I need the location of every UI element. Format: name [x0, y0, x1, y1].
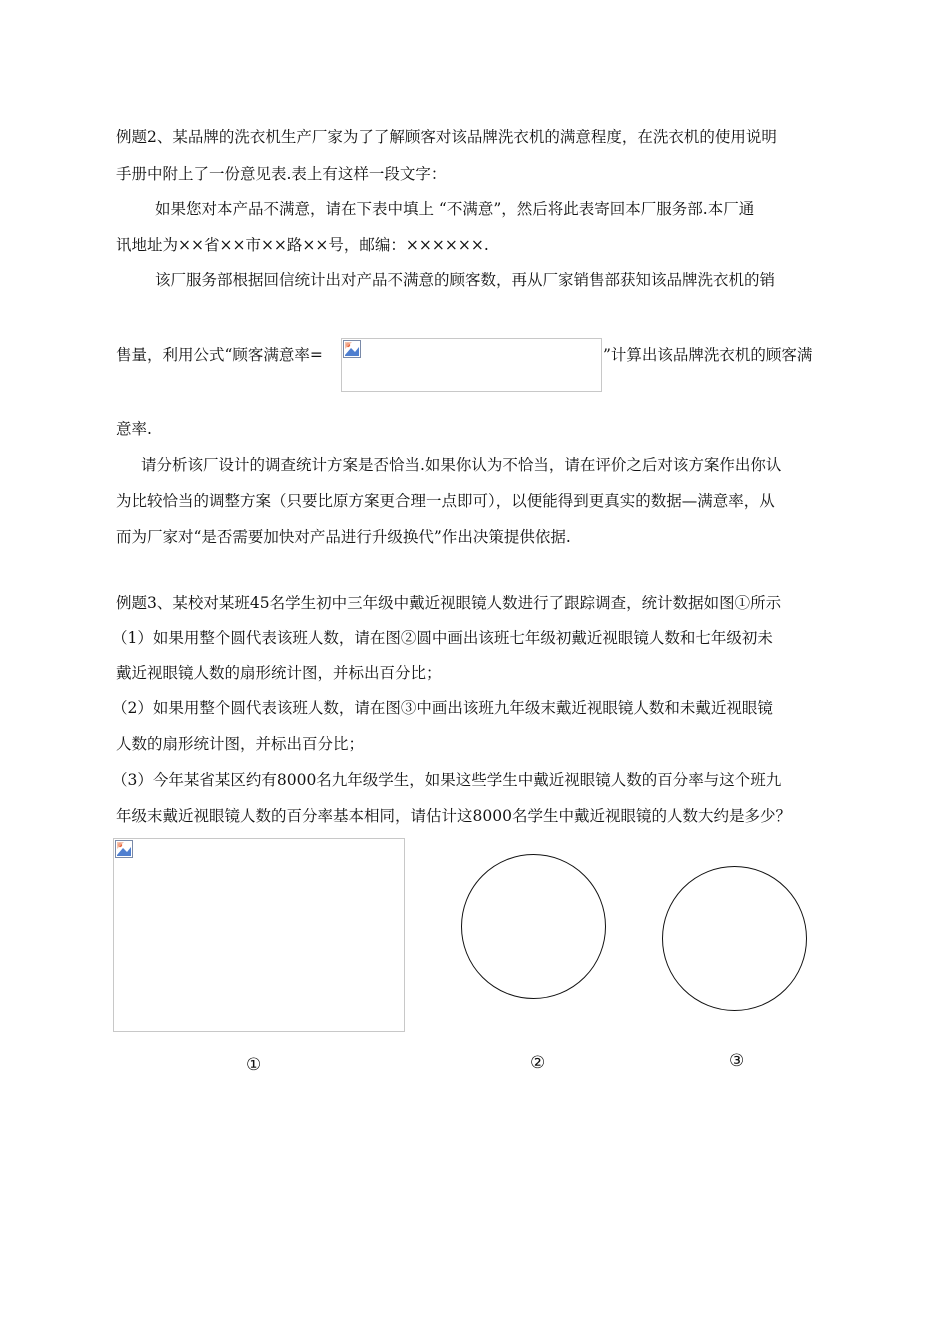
example2-line-5: 该厂服务部根据回信统计出对产品不满意的顾客数，再从厂家销售部获知该品牌洗衣机的销	[155, 271, 776, 289]
figure-2-circle	[461, 854, 606, 999]
example2-line-6-before: 售量，利用公式“顾客满意率=	[116, 346, 323, 364]
example2-line-10: 而为厂家对“是否需要加快对产品进行升级换代”作出决策提供依据.	[116, 528, 571, 546]
formula-image	[341, 338, 602, 392]
figure-3-circle	[662, 866, 807, 1011]
figure-1-label: ①	[246, 1055, 262, 1075]
example3-line-7: 年级末戴近视眼镜人数的百分率基本相同，请估计这8000名学生中戴近视眼镜的人数大约是多少？	[116, 807, 791, 825]
example2-line-2: 手册中附上了一份意见表.表上有这样一段文字：	[116, 165, 447, 183]
example2-line-9: 为比较恰当的调整方案（只要比原方案更合理一点即可），以便能得到更真实的数据—满意率，从	[116, 492, 775, 510]
figure-1-image	[113, 838, 405, 1032]
example3-line-3: 戴近视眼镜人数的扇形统计图，并标出百分比；	[116, 664, 442, 682]
example2-line-4: 讯地址为××省××市××路××号，邮编：××××××.	[116, 236, 489, 254]
example3-line-6: （3）今年某省某区约有8000名九年级学生，如果这些学生中戴近视眼镜人数的百分率与这个班九	[112, 771, 782, 789]
example2-line-3: 如果您对本产品不满意，请在下表中填上 “不满意”，然后将此表寄回本厂服务部.本厂通	[155, 200, 755, 218]
broken-image-icon	[343, 340, 361, 358]
broken-image-icon	[115, 840, 133, 858]
example3-line-1: 例题3、某校对某班45名学生初中三年级中戴近视眼镜人数进行了跟踪调查，统计数据如图①所示	[116, 594, 782, 612]
figure-2-label: ②	[530, 1053, 546, 1073]
example2-line-6-after: ”计算出该品牌洗衣机的顾客满	[603, 346, 813, 364]
figure-3-label: ③	[729, 1051, 745, 1071]
example3-line-4: （2）如果用整个圆代表该班人数，请在图③中画出该班九年级末戴近视眼镜人数和未戴近视眼镜	[112, 699, 773, 717]
example2-line-8: 请分析该厂设计的调查统计方案是否恰当.如果你认为不恰当，请在评价之后对该方案作出你认	[141, 456, 782, 474]
example3-line-2: （1）如果用整个圆代表该班人数，请在图②圆中画出该班七年级初戴近视眼镜人数和七年级初未	[112, 629, 773, 647]
example2-line-1: 例题2、某品牌的洗衣机生产厂家为了了解顾客对该品牌洗衣机的满意程度，在洗衣机的使用说明	[116, 128, 777, 146]
example2-line-7: 意率.	[116, 420, 152, 438]
example3-line-5: 人数的扇形统计图，并标出百分比；	[116, 735, 365, 753]
